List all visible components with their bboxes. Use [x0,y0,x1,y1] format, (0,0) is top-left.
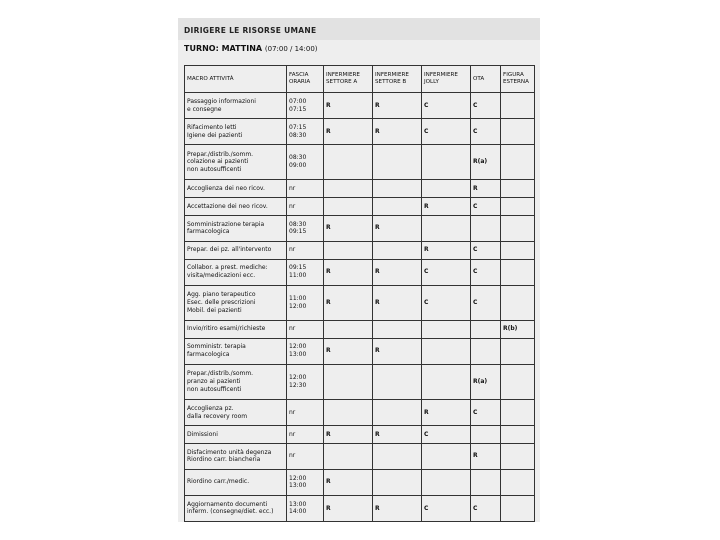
table-row [185,215,535,241]
role-cell-jol [422,443,471,469]
activity-line: visita/medicazioni ecc. [187,272,256,280]
column-header-line: SETTORE A [326,79,358,85]
page-title: DIRIGERE LE RISORSE UMANE [184,26,317,35]
column-header-line: INFERMIERE [424,72,458,79]
activity-cell [185,145,287,180]
activity-cell [185,320,287,338]
role-cell-ota [471,469,501,495]
role-cell-inA: R [324,469,373,495]
table-row [185,495,535,521]
activity-line: Collabor. a prest. mediche: [187,264,268,272]
time-line: 08:30 [289,220,307,228]
role-cell-inB: R [373,259,422,285]
column-header-ota [471,66,501,93]
activity-line: Prepar./distrib./somm. [187,150,254,158]
role-cell-ota: C [471,400,501,426]
table-row [185,338,535,364]
shift-name: TURNO: MATTINA [184,44,263,53]
time-line: nr [289,408,296,416]
table-row [185,400,535,426]
role-cell-fig [501,443,535,469]
activity-line: Mobil. dei pazienti [187,306,242,314]
activity-line: Riordino carr. biancheria [187,456,261,464]
activity-cell [185,338,287,364]
activity-line: non autosufficenti [187,385,242,393]
table-row [185,259,535,285]
activity-line: farmacologica [187,351,230,359]
activity-line: Agg. piano terapeutico [187,291,256,299]
time-cell [287,119,324,145]
role-cell-ota: R(a) [471,364,501,399]
time-cell [287,469,324,495]
activity-line: colazione ai pazienti [187,158,249,166]
role-cell-jol: R [422,400,471,426]
role-cell-fig [501,198,535,216]
role-cell-inB [373,443,422,469]
role-cell-inB: R [373,426,422,444]
shift-hours: (07:00 / 14:00) [264,45,318,53]
role-cell-ota: C [471,119,501,145]
column-header-line: JOLLY [424,79,439,85]
role-cell-jol: C [422,259,471,285]
activity-table [184,65,535,522]
column-header-line: INFERMIERE [326,72,360,79]
column-header-fas [287,66,324,93]
activity-line: Passaggio informazioni [187,97,256,105]
time-line: 11:00 [289,272,307,280]
time-line: nr [289,325,296,333]
role-cell-inB [373,198,422,216]
role-cell-ota: C [471,495,501,521]
role-cell-jol [422,469,471,495]
time-line: 12:00 [289,474,307,482]
role-cell-fig [501,364,535,399]
activity-line: Riordino carr./medic. [187,478,250,486]
activity-cell [185,426,287,444]
role-cell-inA: R [324,495,373,521]
time-line: 09:15 [289,264,307,272]
activity-cell [185,93,287,119]
role-cell-jol [422,320,471,338]
role-cell-inB [373,241,422,259]
role-cell-inB [373,145,422,180]
time-cell [287,285,324,320]
activity-line: Igiene dei pazienti [187,131,243,139]
role-cell-inA: R [324,285,373,320]
role-cell-inB: R [373,495,422,521]
table-row [185,241,535,259]
role-cell-inA [324,241,373,259]
time-cell [287,426,324,444]
role-cell-jol [422,180,471,198]
role-cell-inA [324,364,373,399]
role-cell-ota: C [471,198,501,216]
activity-cell [185,215,287,241]
table-row [185,364,535,399]
role-cell-inB [373,469,422,495]
activity-line: pranzo ai pazienti [187,377,241,385]
role-cell-inB: R [373,93,422,119]
time-line: nr [289,202,296,210]
time-cell [287,320,324,338]
document-page [178,18,540,522]
role-cell-jol: C [422,93,471,119]
activity-line: farmacologica [187,228,230,236]
column-header-line: FIGURA [503,72,524,79]
time-line: 12:00 [289,302,307,310]
activity-cell [185,180,287,198]
role-cell-inB: R [373,215,422,241]
time-cell [287,215,324,241]
time-line: 07:15 [289,105,307,113]
column-header-fig [501,66,535,93]
role-cell-jol: R [422,241,471,259]
table-row [185,285,535,320]
activity-cell [185,198,287,216]
time-line: nr [289,184,296,192]
activity-cell [185,443,287,469]
role-cell-inA [324,400,373,426]
table-row [185,93,535,119]
time-line: 12:00 [289,374,307,382]
role-cell-fig [501,495,535,521]
activity-line: Accoglienza pz. [187,404,234,412]
role-cell-inA [324,443,373,469]
time-line: nr [289,430,296,438]
activity-cell [185,495,287,521]
activity-line: Invio/ritiro esami/richieste [187,325,266,333]
time-cell [287,198,324,216]
activity-line: Prepar. dei pz. all'intervento [187,246,272,254]
activity-line: inferm. (consegne/diet. ecc.) [187,508,274,516]
role-cell-ota [471,215,501,241]
activity-line: Somministr. terapia [187,343,246,351]
role-cell-inA: R [324,259,373,285]
role-cell-fig [501,400,535,426]
time-cell [287,338,324,364]
role-cell-jol [422,215,471,241]
role-cell-ota [471,338,501,364]
role-cell-inA: R [324,338,373,364]
role-cell-inB: R [373,119,422,145]
time-line: 12:30 [289,381,307,389]
activity-cell [185,364,287,399]
time-line: 11:00 [289,294,307,302]
time-line: 14:00 [289,508,307,516]
shift-label [184,44,318,53]
activity-cell [185,285,287,320]
role-cell-jol: C [422,119,471,145]
time-cell [287,495,324,521]
time-cell [287,400,324,426]
role-cell-inA [324,198,373,216]
time-line: 08:30 [289,154,307,162]
role-cell-jol [422,145,471,180]
time-cell [287,364,324,399]
role-cell-ota: R [471,443,501,469]
header-strip [178,18,540,40]
time-cell [287,180,324,198]
role-cell-fig [501,93,535,119]
role-cell-inB [373,180,422,198]
role-cell-ota [471,320,501,338]
time-line: nr [289,246,296,254]
activity-line: Somministrazione terapia [187,220,265,228]
activity-line: Accettazione dei neo ricov. [187,202,268,210]
role-cell-inA: R [324,119,373,145]
role-cell-ota: R(a) [471,145,501,180]
role-cell-inA [324,320,373,338]
role-cell-jol [422,338,471,364]
activity-line: Disfacimento unità degenza [187,448,272,456]
role-cell-fig [501,469,535,495]
time-cell [287,145,324,180]
role-cell-jol: C [422,426,471,444]
activity-cell [185,259,287,285]
time-line: 13:00 [289,351,307,359]
table-row [185,145,535,180]
role-cell-fig [501,338,535,364]
role-cell-ota: C [471,93,501,119]
role-cell-inA [324,145,373,180]
time-line: 07:00 [289,97,307,105]
role-cell-fig [501,241,535,259]
role-cell-ota [471,426,501,444]
activity-line: dalla recovery room [187,412,248,420]
time-line: 07:15 [289,123,307,131]
activity-line: non autosufficenti [187,166,242,174]
role-cell-fig [501,145,535,180]
role-cell-jol: C [422,495,471,521]
table-header-row [185,66,535,93]
table-row [185,443,535,469]
table-row [185,426,535,444]
role-cell-jol: C [422,285,471,320]
activity-line: Esec. delle prescrizioni [187,298,256,306]
role-cell-inA [324,180,373,198]
role-cell-fig [501,426,535,444]
role-cell-inB [373,320,422,338]
activity-cell [185,119,287,145]
role-cell-fig [501,119,535,145]
column-header-line: INFERMIERE [375,72,409,79]
table-row [185,119,535,145]
time-cell [287,241,324,259]
role-cell-inA: R [324,426,373,444]
column-header-line: ORARIA [289,79,311,85]
time-cell [287,443,324,469]
time-line: nr [289,452,296,460]
role-cell-ota: C [471,259,501,285]
table-row [185,198,535,216]
role-cell-inB: R [373,285,422,320]
time-cell [287,93,324,119]
column-header-jol [422,66,471,93]
activity-line: Aggiornamento documenti [187,500,268,508]
role-cell-inA: R [324,93,373,119]
role-cell-inA: R [324,215,373,241]
role-cell-fig: R(b) [501,320,535,338]
column-header-inB [373,66,422,93]
time-cell [287,259,324,285]
role-cell-jol: R [422,198,471,216]
role-cell-inB [373,364,422,399]
activity-line: e consegne [187,105,222,113]
role-cell-jol [422,364,471,399]
activity-line: Accoglienza dei neo ricov. [187,184,265,192]
column-header-line: ESTERNA [503,79,529,85]
role-cell-inB: R [373,338,422,364]
column-header-line: MACRO ATTIVITÀ [187,75,234,82]
activity-cell [185,469,287,495]
table-body [185,93,535,522]
role-cell-fig [501,259,535,285]
activity-cell [185,241,287,259]
table-row [185,469,535,495]
column-header-act [185,66,287,93]
role-cell-ota: C [471,285,501,320]
time-line: 09:00 [289,162,307,170]
time-line: 13:00 [289,482,307,490]
column-header-inA [324,66,373,93]
column-header-line: FASCIA [289,72,309,79]
activity-line: Prepar./distrib./somm. [187,370,254,378]
role-cell-ota: C [471,241,501,259]
time-line: 09:15 [289,228,307,236]
activity-line: Rifacimento letti [187,123,237,131]
role-cell-ota: R [471,180,501,198]
time-line: 13:00 [289,500,307,508]
role-cell-fig [501,180,535,198]
activity-line: Dimissioni [187,430,218,438]
table-row [185,320,535,338]
activity-cell [185,400,287,426]
role-cell-inB [373,400,422,426]
column-header-line: OTA [473,75,485,82]
time-line: 12:00 [289,343,307,351]
time-line: 08:30 [289,131,307,139]
role-cell-fig [501,285,535,320]
table-row [185,180,535,198]
role-cell-fig [501,215,535,241]
column-header-line: SETTORE B [375,79,407,85]
